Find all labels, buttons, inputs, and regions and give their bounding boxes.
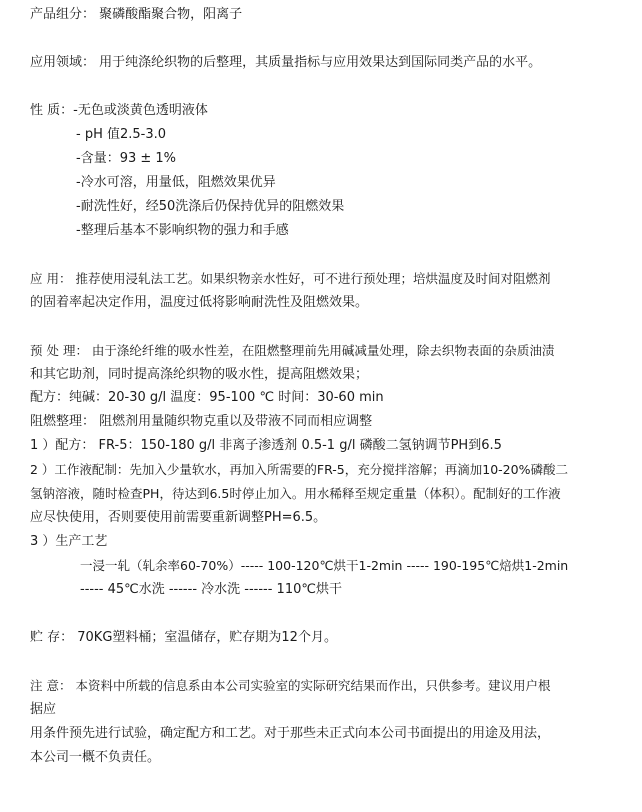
property-wash-fastness: -耐洗性好，经50洗涤后仍保持优异的阻燃效果 (76, 199, 345, 214)
finishing-formula: 1 ）配方： FR-5：150-180 g/l 非离子渗透剂 0.5-1 g/l 磷酸二氢钠调节PH到6.5 (30, 438, 502, 453)
pretreatment-line-1: 预 处 理： 由于涤纶纤维的吸水性差，在阻燃整理前先用碱减量处理，除去织物表面的杂质油渍 (30, 343, 555, 358)
property-hand-feel: -整理后基本不影响织物的强力和手感 (76, 223, 289, 238)
finishing-title: 阻燃整理： 阻燃剂用量随织物克重以及带液不同而相应调整 (30, 414, 373, 429)
process-title: 3 ）生产工艺 (30, 534, 108, 549)
application-field: 应用领域： 用于纯涤纶织物的后整理，其质量指标与应用效果达到国际同类产品的水平。 (30, 55, 542, 70)
usage-line-2: 的固着率起决定作用，温度过低将影响耐洗性及阻燃效果。 (30, 295, 369, 310)
finishing-liquor-line-1: 2 ）工作液配制：先加入少量软水，再加入所需要的FR-5，充分搅拌溶解；再滴加10-20%磷酸二 (30, 462, 568, 477)
property-content: -含量：93 ± 1% (76, 151, 177, 166)
notice-line-4: 本公司一概不负责任。 (30, 750, 161, 765)
property-ph: - pH 值2.5-3.0 (76, 127, 167, 142)
process-line-2: ----- 45℃水洗 ------ 冷水洗 ------ 110℃烘干 (80, 582, 342, 597)
finishing-liquor-line-2: 氢钠溶液，随时检查PH，待达到6.5时停止加入。用水稀释至规定重量（体积）。配制好的工作液 (30, 486, 561, 501)
notice-line-3: 用条件预先进行试验，确定配方和工艺。对于那些未正式向本公司书面提出的用途及用法， (30, 726, 551, 741)
notice-line-2: 据应 (30, 702, 57, 717)
usage-line-1: 应 用： 推荐使用浸轧法工艺。如果织物亲水性好，可不进行预处理；培烘温度及时间对阻燃剂 (30, 271, 551, 286)
process-line-1: 一浸一轧（轧余率60-70%）----- 100-120℃烘干1-2min ----- 190-195℃焙烘1-2min (80, 558, 569, 573)
notice-line-1: 注 意： 本资料中所载的信息系由本公司实验室的实际研究结果而作出，只供参考。建议用户根 (30, 678, 551, 693)
property-solubility: -冷水可溶，用量低，阻燃效果优异 (76, 175, 276, 190)
finishing-liquor-line-3: 应尽快使用，否则要使用前需要重新调整PH=6.5。 (30, 510, 327, 525)
pretreatment-recipe: 配方：纯碱：20-30 g/l 温度：95-100 ℃ 时间：30-60 min (30, 390, 384, 405)
storage: 贮 存： 70KG塑料桶；室温储存，贮存期为12个月。 (30, 630, 337, 645)
properties-heading: 性 质：-无色或淡黄色透明液体 (30, 103, 208, 118)
pretreatment-line-2: 和其它助剂，同时提高涤纶织物的吸水性，提高阻燃效果； (30, 367, 369, 382)
product-composition: 产品组分： 聚磷酸酯聚合物，阳离子 (30, 7, 243, 22)
